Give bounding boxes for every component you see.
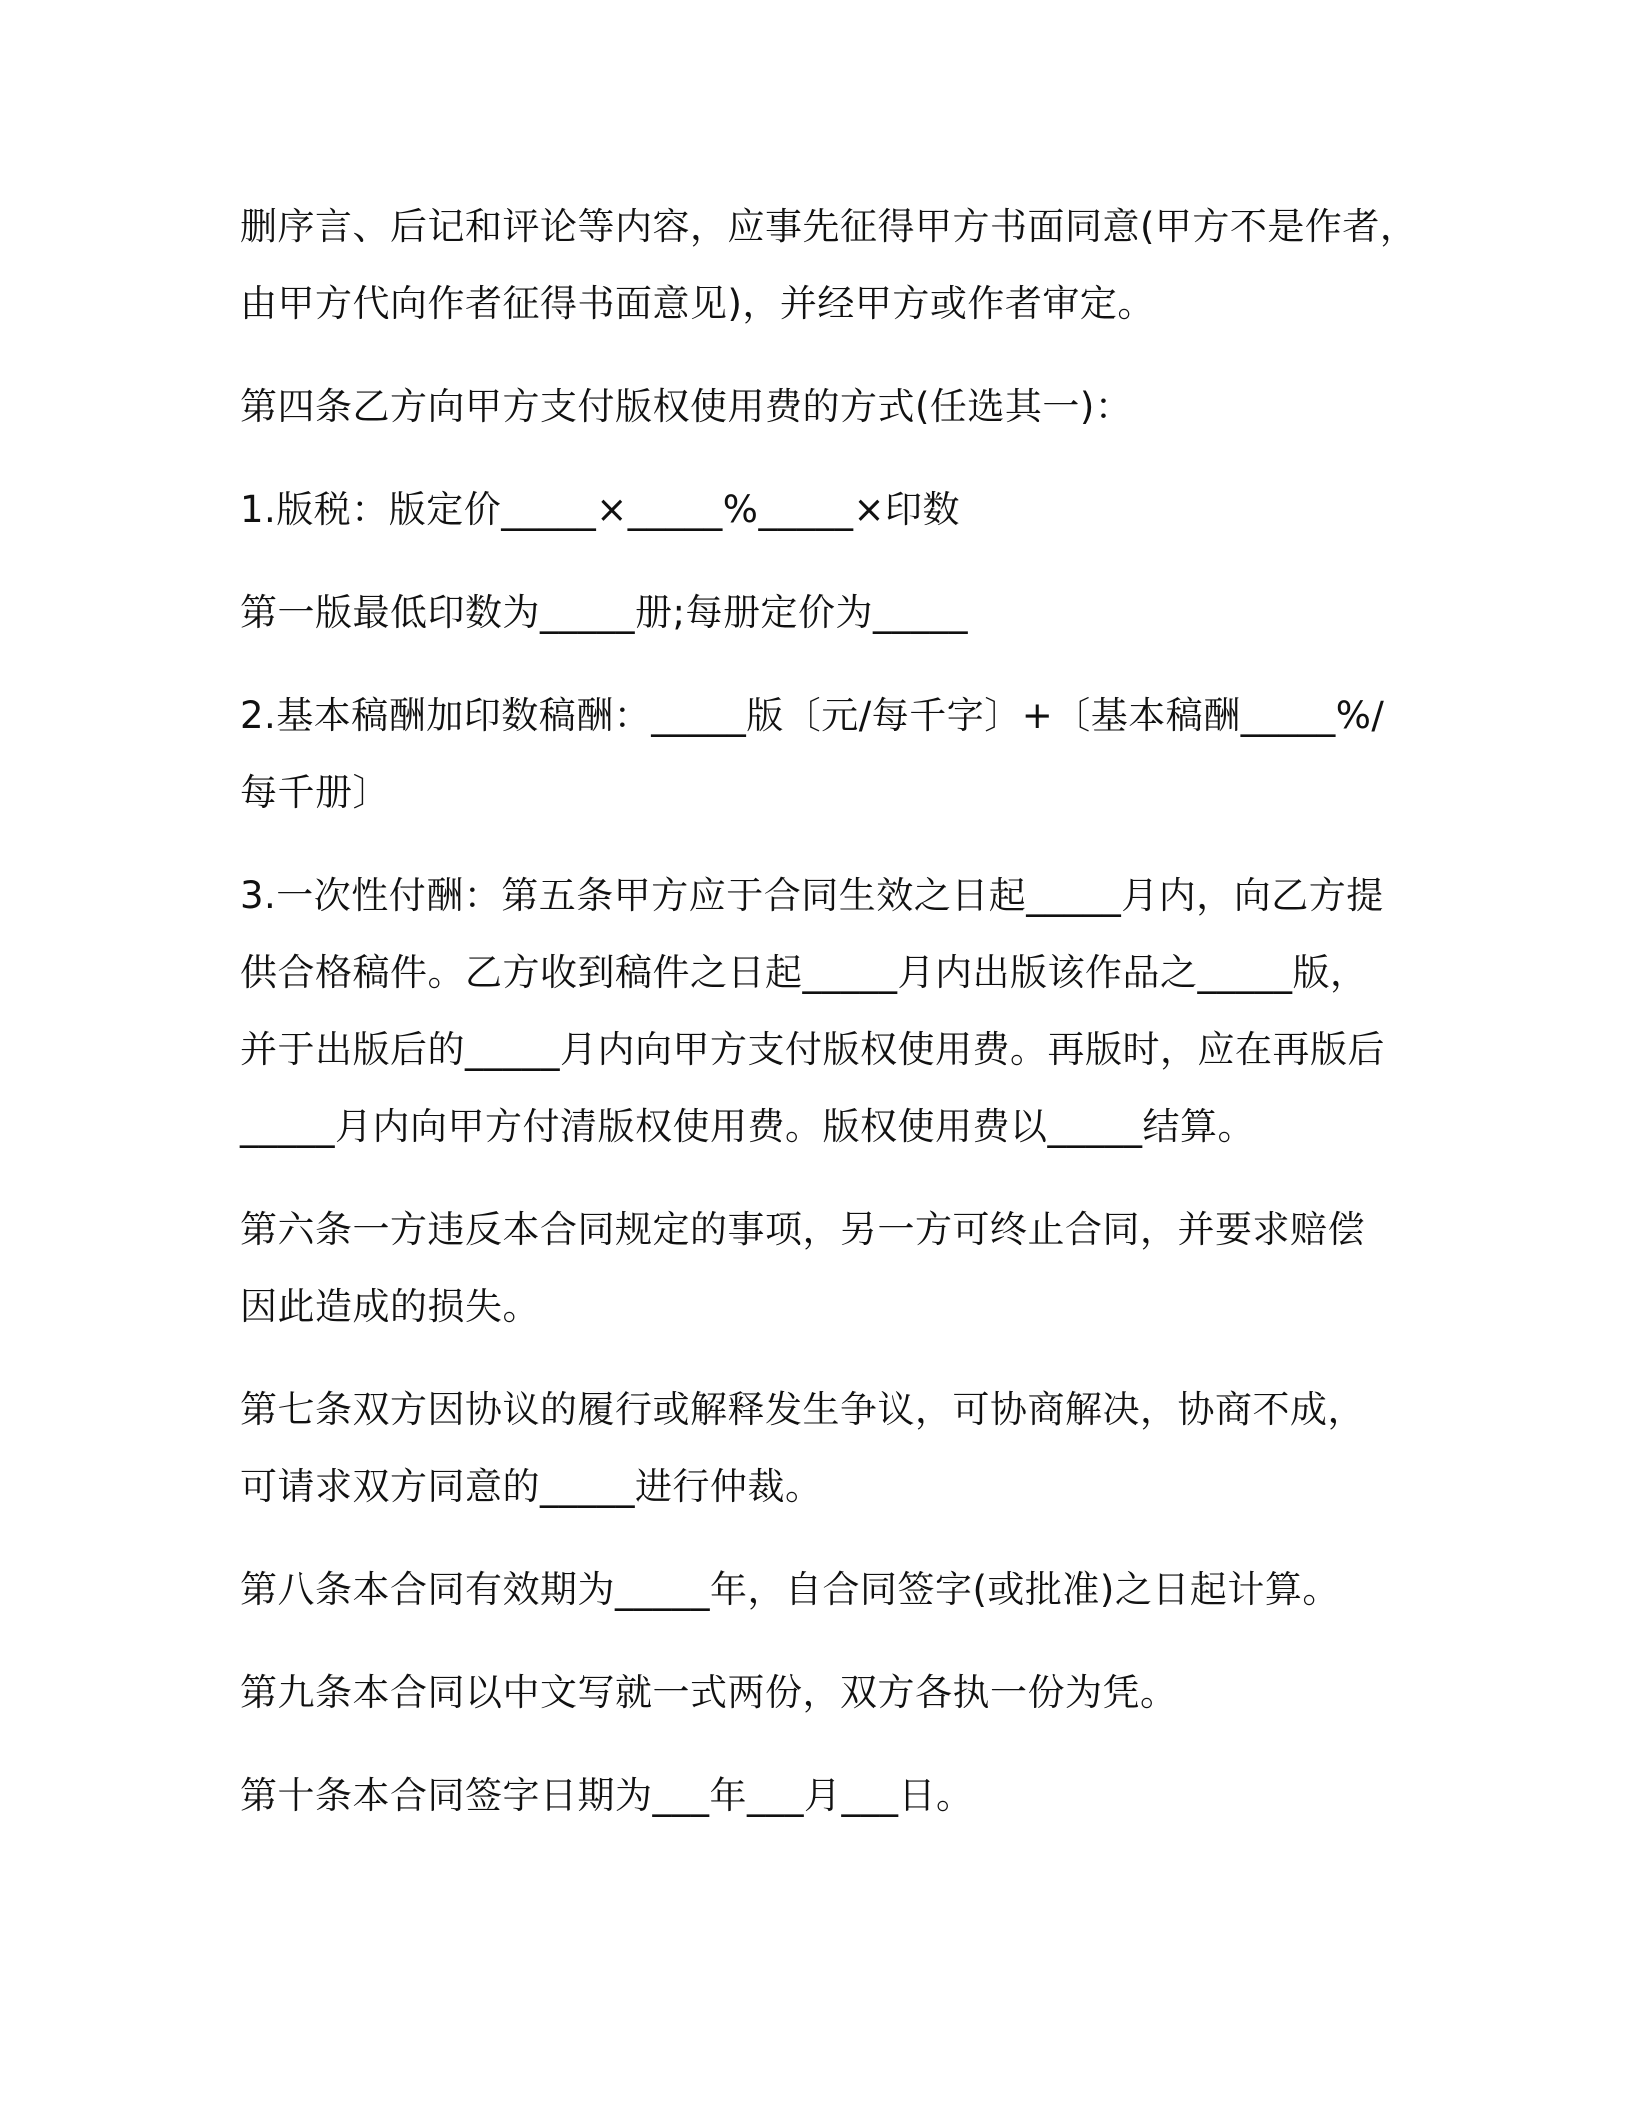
text-line: 第一版最低印数为_____册;每册定价为_____ — [240, 591, 968, 634]
document-body — [240, 188, 1418, 1860]
text-line: 1.版税：版定价_____×_____%_____×印数 — [240, 488, 960, 531]
text-line: 可请求双方同意的_____进行仲裁。 — [240, 1465, 823, 1508]
text-line: 每千册〕 — [240, 771, 390, 814]
paragraph-royalty-option — [240, 471, 1400, 548]
text-line: 由甲方代向作者征得书面意见)，并经甲方或作者审定。 — [240, 282, 1155, 325]
paragraph-preface-consent — [240, 188, 1418, 342]
text-line: 因此造成的损失。 — [240, 1285, 540, 1328]
paragraph-article-8 — [240, 1551, 1400, 1628]
text-line: _____月内向甲方付清版权使用费。版权使用费以_____结算。 — [240, 1105, 1255, 1148]
text-line: 第七条双方因协议的履行或解释发生争议，可协商解决，协商不成， — [240, 1388, 1365, 1431]
paragraph-basic-fee-option — [240, 677, 1400, 831]
paragraph-article-9 — [240, 1654, 1400, 1731]
text-line: 第八条本合同有效期为_____年，自合同签字(或批准)之日起计算。 — [240, 1568, 1340, 1611]
paragraph-lump-sum-and-article-5 — [240, 857, 1400, 1165]
paragraph-first-print-run — [240, 574, 1400, 651]
paragraph-article-4 — [240, 368, 1400, 445]
text-line: 第九条本合同以中文写就一式两份，双方各执一份为凭。 — [240, 1671, 1178, 1714]
text-line: 供合格稿件。乙方收到稿件之日起_____月内出版该作品之_____版， — [240, 951, 1368, 994]
paragraph-article-6 — [240, 1191, 1400, 1345]
text-line: 并于出版后的_____月内向甲方支付版权使用费。再版时，应在再版后 — [240, 1028, 1385, 1071]
text-line: 删序言、后记和评论等内容，应事先征得甲方书面同意(甲方不是作者， — [240, 205, 1418, 248]
paragraph-article-10 — [240, 1757, 1400, 1834]
text-line: 3.一次性付酬：第五条甲方应于合同生效之日起_____月内，向乙方提 — [240, 874, 1384, 917]
text-line: 第十条本合同签字日期为___年___月___日。 — [240, 1774, 974, 1817]
text-line: 2.基本稿酬加印数稿酬：_____版〔元/每千字〕+〔基本稿酬_____%/ — [240, 694, 1385, 737]
text-line: 第四条乙方向甲方支付版权使用费的方式(任选其一)： — [240, 385, 1133, 428]
paragraph-article-7 — [240, 1371, 1400, 1525]
text-line: 第六条一方违反本合同规定的事项，另一方可终止合同，并要求赔偿 — [240, 1208, 1365, 1251]
